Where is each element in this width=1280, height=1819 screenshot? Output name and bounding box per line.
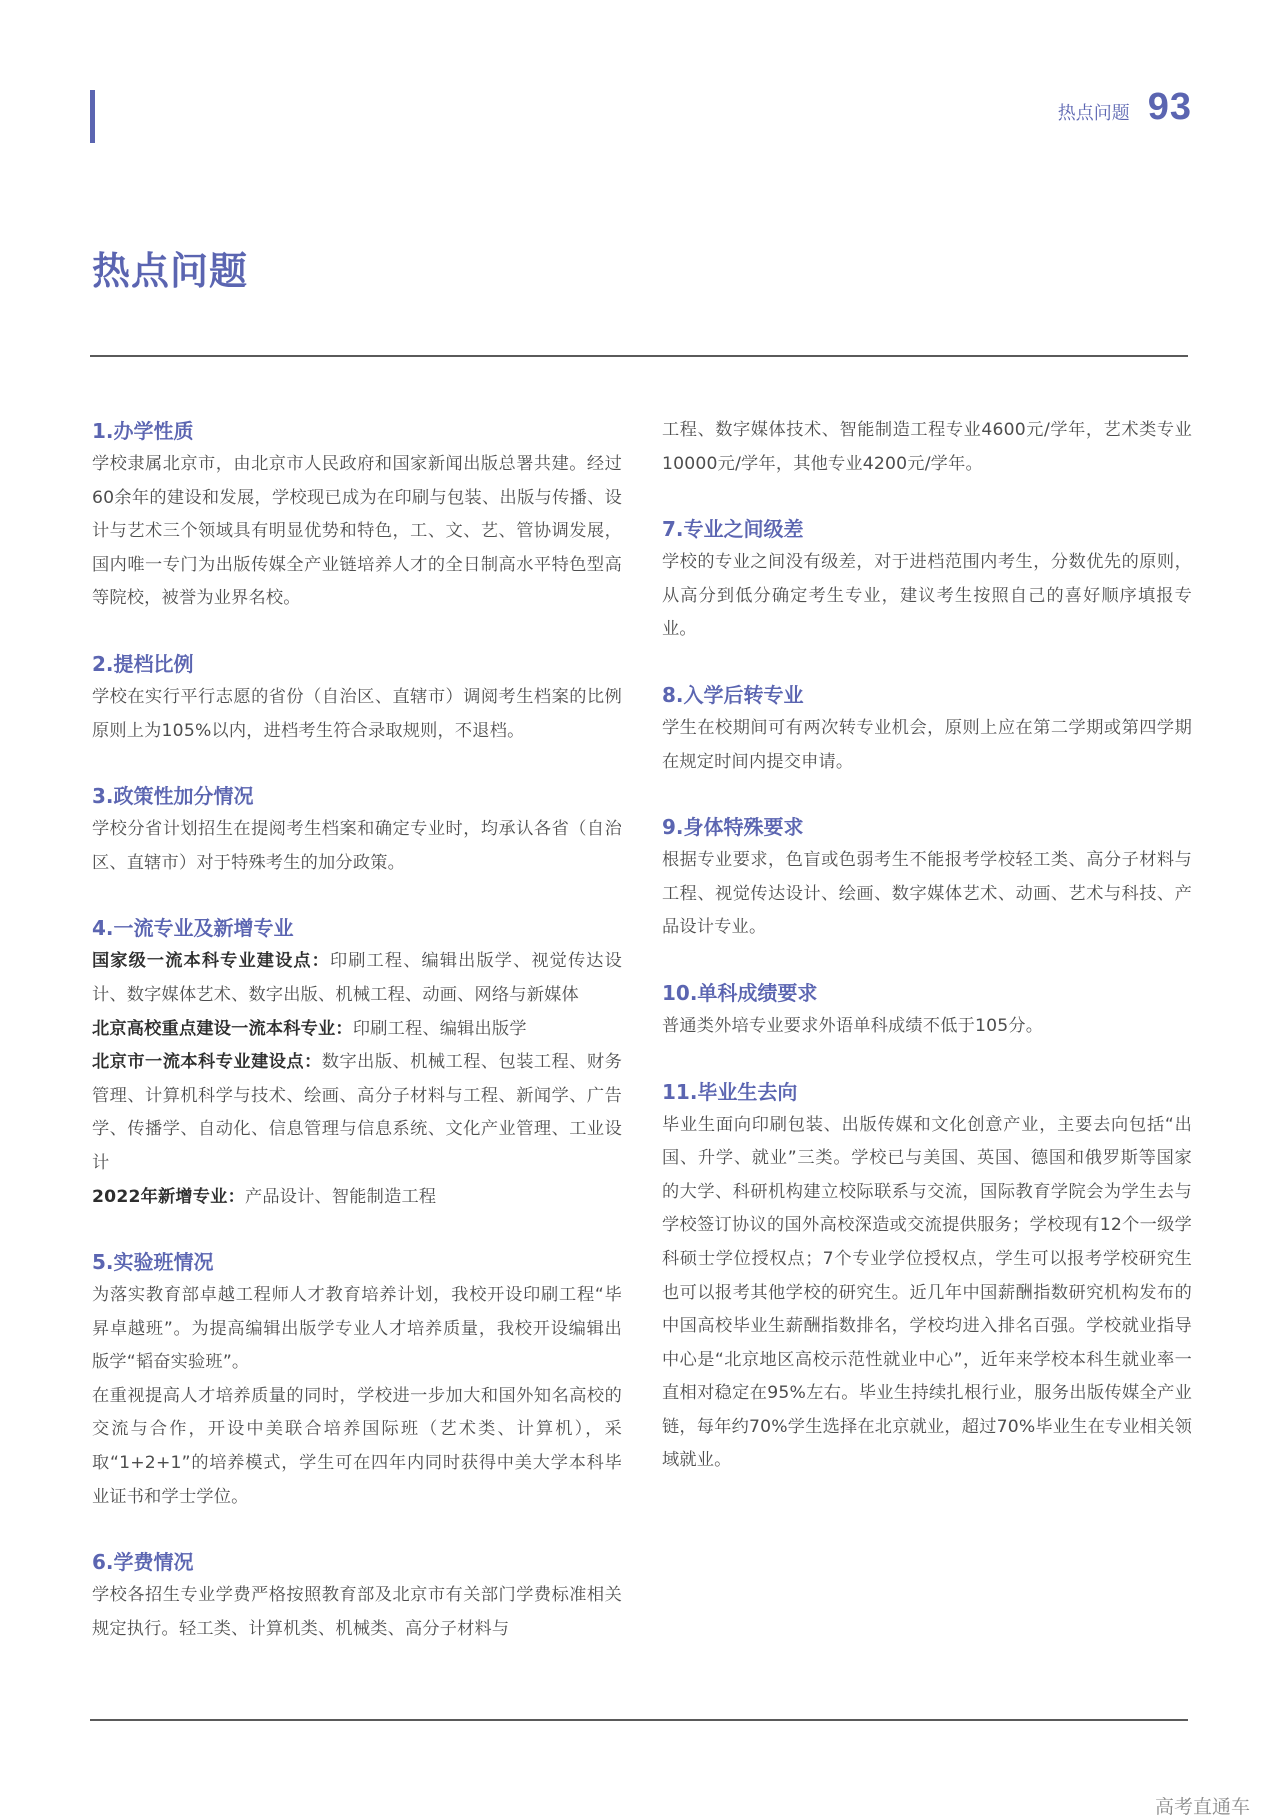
section-body: 工程、数字媒体技术、智能制造工程专业4600元/学年，艺术类专业10000元/学年，其他专业4200元/学年。 (662, 420, 1192, 474)
section-heading: 10.单科成绩要求 (662, 980, 818, 1005)
section-bonus-points (92, 779, 622, 880)
header-accent-bar (90, 90, 95, 143)
section-body: 学校隶属北京市，由北京市人民政府和国家新闻出版总署共建。经过60余年的建设和发展，学校现已成为在印刷与包装、出版与传播、设计与艺术三个领域具有明显优势和特色，工、文、艺、管协调发展，国内唯一专门为出版传媒全产业链培养人才的全日制高水平特色型高等院校，被誉为业界名校。 (92, 454, 622, 609)
section-transfer-major (662, 678, 1192, 779)
major-list-item (92, 945, 622, 1012)
section-body: 根据专业要求，色盲或色弱考生不能报考学校轻工类、高分子材料与工程、视觉传达设计、绘画、数字媒体艺术、动画、艺术与科技、产品设计专业。 (662, 850, 1192, 938)
section-body: 为落实教育部卓越工程师人才教育培养计划，我校开设印刷工程“毕昇卓越班”。为提高编辑出版学专业人才培养质量，我校开设编辑出版学“韬奋实验班”。 (92, 1285, 622, 1373)
section-body: 学校各招生专业学费严格按照教育部及北京市有关部门学费标准相关规定执行。轻工类、计算机类、机械类、高分子材料与 (92, 1585, 622, 1639)
section-heading: 5.实验班情况 (92, 1250, 214, 1275)
section-heading: 1.办学性质 (92, 419, 194, 443)
major-list-label: 国家级一流本科专业建设点： (92, 951, 330, 972)
section-body: 在重视提高人才培养质量的同时，学校进一步加大和国外知名高校的交流与合作，开设中美联合培养国际班（艺术类、计算机），采取“1+2+1”的培养模式，学生可在四年内同时获得中美大学本科毕业证书和学士学位。 (92, 1385, 622, 1507)
section-single-subject (662, 976, 1192, 1044)
major-list-item (92, 1181, 622, 1215)
section-body: 普通类外培专业要求外语单科成绩不低于105分。 (662, 1015, 1044, 1036)
major-list-text: 产品设计、智能制造工程 (244, 1186, 437, 1207)
section-heading: 7.专业之间级差 (662, 517, 804, 542)
bottom-divider (90, 1719, 1188, 1721)
section-experimental-class (92, 1245, 622, 1514)
footer-watermark: 高考直通车 (1154, 1796, 1250, 1818)
section-body: 学校在实行平行志愿的省份（自治区、直辖市）调阅考生档案的比例原则上为105%以内，进档考生符合录取规则，不退档。 (92, 686, 622, 741)
section-heading: 9.身体特殊要求 (662, 815, 804, 840)
section-major-gap (662, 512, 1192, 647)
section-heading: 11.毕业生去向 (662, 1079, 798, 1104)
major-list-text: 印刷工程、编辑出版学、视觉传达设计、数字媒体艺术、数字出版、机械工程、动画、网络与新媒体 (92, 951, 622, 1005)
top-divider (90, 355, 1188, 357)
section-heading: 6.学费情况 (92, 1550, 194, 1575)
section-file-ratio (92, 647, 622, 748)
section-heading: 4.一流专业及新增专业 (92, 916, 294, 941)
running-header (1058, 86, 1192, 129)
section-body: 学生在校期间可有两次转专业机会，原则上应在第二学期或第四学期在规定时间内提交申请。 (662, 717, 1192, 772)
major-list-text: 印刷工程、编辑出版学 (352, 1018, 527, 1039)
section-graduate-destination (662, 1075, 1192, 1479)
section-tuition (92, 1545, 622, 1646)
section-first-class-majors (92, 911, 622, 1214)
section-physical-requirements (662, 810, 1192, 945)
major-list-label: 北京高校重点建设一流本科专业： (92, 1018, 353, 1039)
section-heading: 8.入学后转专业 (662, 682, 804, 707)
section-body: 学校分省计划招生在提阅考生档案和确定专业时，均承认各省（自治区、直辖市）对于特殊考生的加分政策。 (92, 819, 622, 873)
section-school-nature (92, 414, 622, 616)
section-tuition-continued (662, 414, 1192, 481)
section-body: 毕业生面向印刷包装、出版传媒和文化创意产业，主要去向包括“出国、升学、就业”三类。学校已与美国、英国、德国和俄罗斯等国家的大学、科研机构建立校际联系与交流，国际教育学院会为学生去与学校签订协议的国外高校深造或交流提供服务；学校现有12个一级学科硕士学位授权点；7个专业学位授权点，学生可以报考学校研究生也可以报考其他学校的研究生。近几年中国薪酬指数研究机构发布的中国高校毕业生薪酬指数排名，学校均进入排名百强。学校就业指导中心是“北京地区高校示范性就业中心”，近年来学校本科生就业率一直相对稳定在95%左右。毕业生持续扎根行业，服务出版传媒全产业链，每年约70%学生选择在北京就业，超过70%毕业生在专业相关领域就业。 (662, 1114, 1192, 1471)
major-list-label: 2022年新增专业： (92, 1186, 245, 1207)
page-title: 热点问题 (92, 249, 249, 293)
major-list-text: 数字出版、机械工程、包装工程、财务管理、计算机科学与技术、绘画、高分子材料与工程、新闻学、广告学、传播学、自动化、信息管理与信息系统、文化产业管理、工业设计 (92, 1052, 622, 1173)
section-body: 学校的专业之间没有级差，对于进档范围内考生，分数优先的原则，从高分到低分确定考生专业，建议考生按照自己的喜好顺序填报专业。 (662, 552, 1192, 640)
running-title: 热点问题 (1057, 103, 1130, 124)
page-number: 93 (1147, 86, 1192, 128)
major-list-item (92, 1046, 622, 1180)
major-list-label: 北京市一流本科专业建设点： (92, 1052, 322, 1073)
right-column (662, 414, 1192, 1509)
section-heading: 3.政策性加分情况 (92, 784, 254, 809)
section-heading: 2.提档比例 (92, 651, 194, 676)
left-column (92, 414, 622, 1677)
major-list-item (92, 1013, 622, 1047)
